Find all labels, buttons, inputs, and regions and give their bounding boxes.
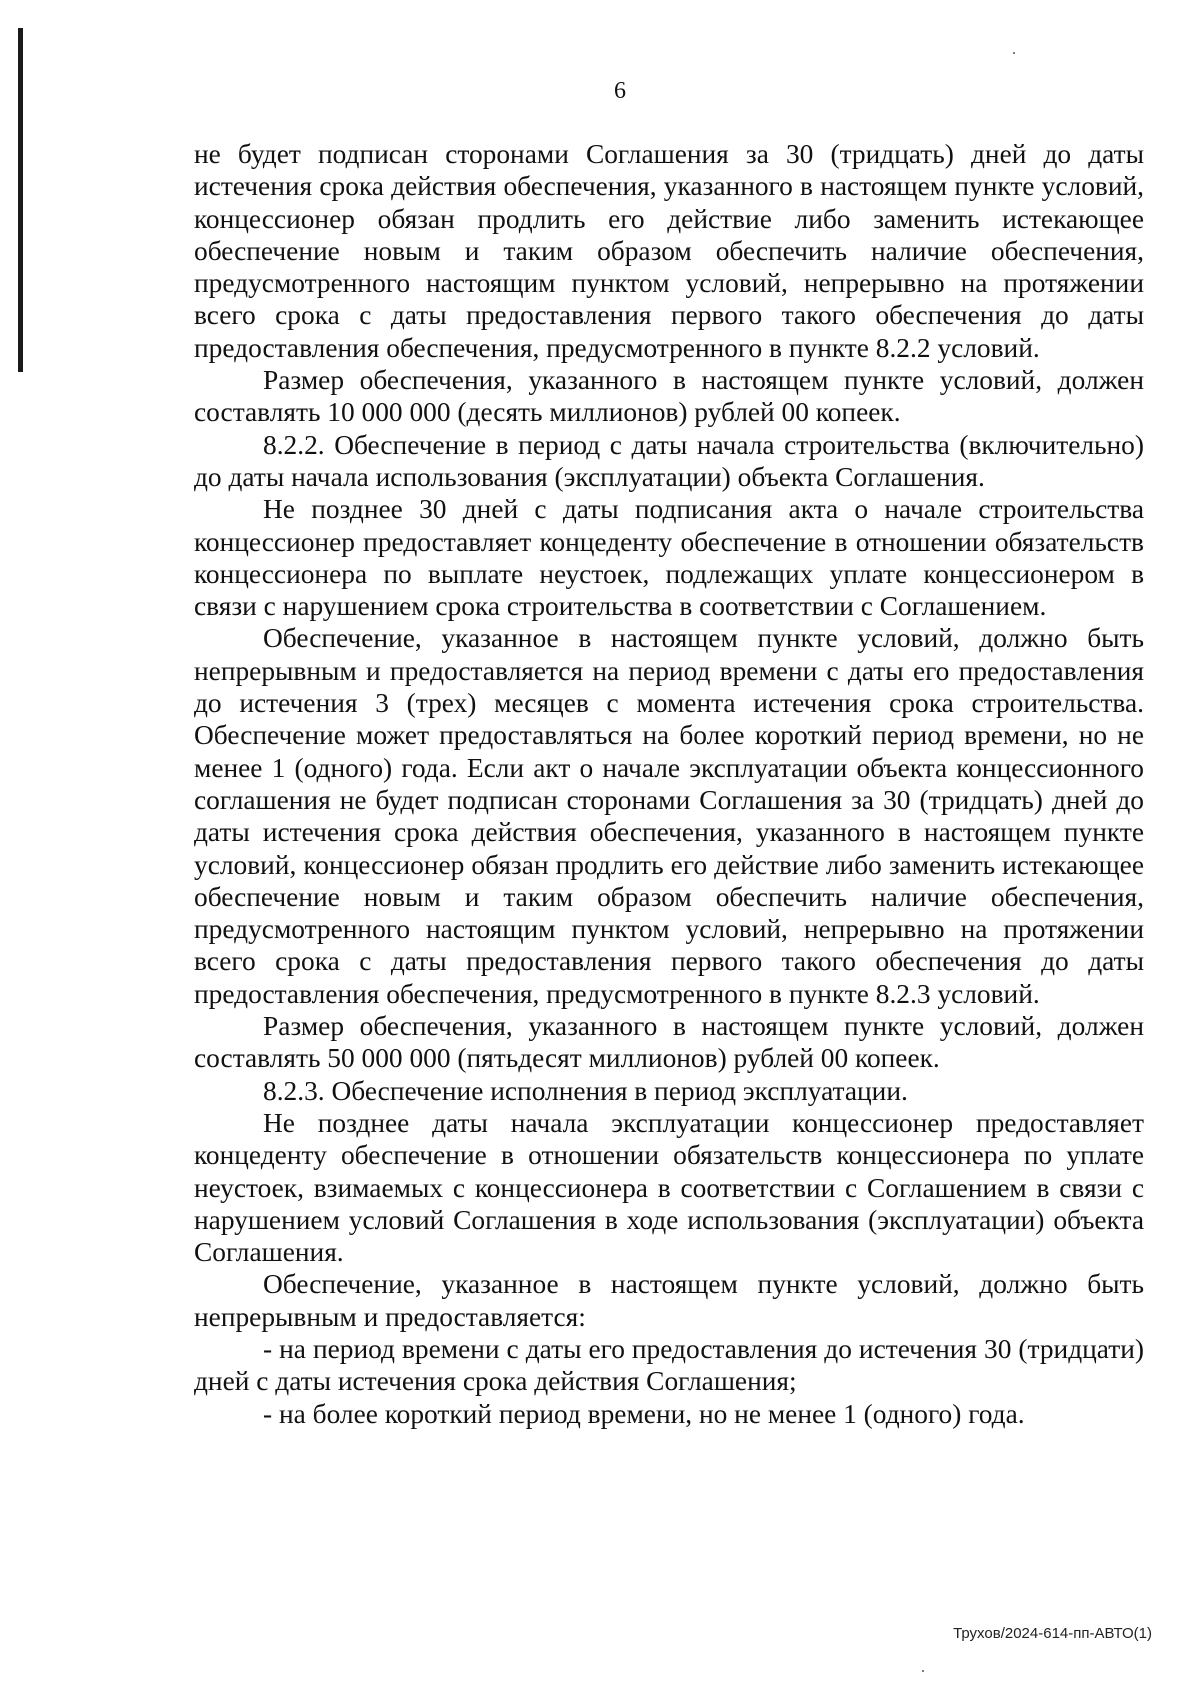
document-body [194,138,1144,1430]
list-item: - на более короткий период времени, но не менее 1 (одного) года. [263,1398,1025,1429]
paragraph: Обеспечение, указанное в настоящем пункте условий, должно быть непрерывным и предоставляется: [194,1269,1144,1332]
scan-speck [922,1670,924,1672]
paragraph: не будет подписан сторонами Соглашения за 30 (тридцать) дней до даты истечения срока действия обеспечения, указанного в настоящем пункте условий, концессионер обязан продлить его действие либо заменить истекающее обеспечение новым и таким образом обеспечить наличие обеспечения, предусмотренного настоящим пунктом условий, непрерывно на протяжении всего срока с даты предоставления первого такого обеспечения до даты предоставления обеспечения, предусмотренного в пункте 8.2.2 условий. [194,139,1144,363]
section-heading-8-2-2: 8.2.2. Обеспечение в период с даты начала строительства (включительно) до даты начала использования (эксплуатации) объекта Соглашения. [194,429,1144,492]
document-footer-code: Трухов/2024-614-пп-АВТО(1) [953,1625,1152,1642]
paragraph: Размер обеспечения, указанного в настоящем пункте условий, должен составлять 10 000 000 (десять миллионов) рублей 00 копеек. [194,365,1144,428]
list-item: - на период времени с даты его предоставления до истечения 30 (тридцати) дней с даты истечения срока действия Соглашения; [194,1333,1144,1397]
paragraph: Не позднее даты начала эксплуатации концессионер предоставляет концеденту обеспечение в отношении обязательств концессионера по уплате неустоек, взимаемых с концессионера в соответствии с Соглашением в связи с нарушением условий Соглашения в ходе использования (эксплуатации) объекта Соглашения. [194,1107,1144,1268]
page-number: 6 [614,78,626,104]
scan-speck [1013,52,1015,54]
paragraph: Не позднее 30 дней с даты подписания акта о начале строительства концессионер предоставляет концеденту обеспечение в отношении обязательств концессионера по выплате неустоек, подлежащих уплате концессионером в связи с нарушением срока строительства в соответствии с Соглашением. [194,494,1144,622]
paragraph: Обеспечение, указанное в настоящем пункте условий, должно быть непрерывным и предоставляется на период времени с даты его предоставления до истечения 3 (трех) месяцев с момента истечения срока строительства. Обеспечение может предоставляться на более короткий период времени, но не менее 1 (одного) года. Если акт о начале эксплуатации объекта концессионного соглашения не будет подписан сторонами Соглашения за 30 (тридцать) дней до даты истечения срока действия обеспечения, указанного в настоящем пункте условий, концессионер обязан продлить его действие либо заменить истекающее обеспечение новым и таким образом обеспечить наличие обеспечения, предусмотренного настоящим пунктом условий, непрерывно на протяжении всего срока с даты предоставления первого такого обеспечения до даты предоставления обеспечения, предусмотренного в пункте 8.2.3 условий. [194,623,1144,1009]
paragraph: Размер обеспечения, указанного в настоящем пункте условий, должен составлять 50 000 000 (пятьдесят миллионов) рублей 00 копеек. [194,1011,1144,1074]
section-heading-8-2-3: 8.2.3. Обеспечение исполнения в период эксплуатации. [263,1075,908,1106]
